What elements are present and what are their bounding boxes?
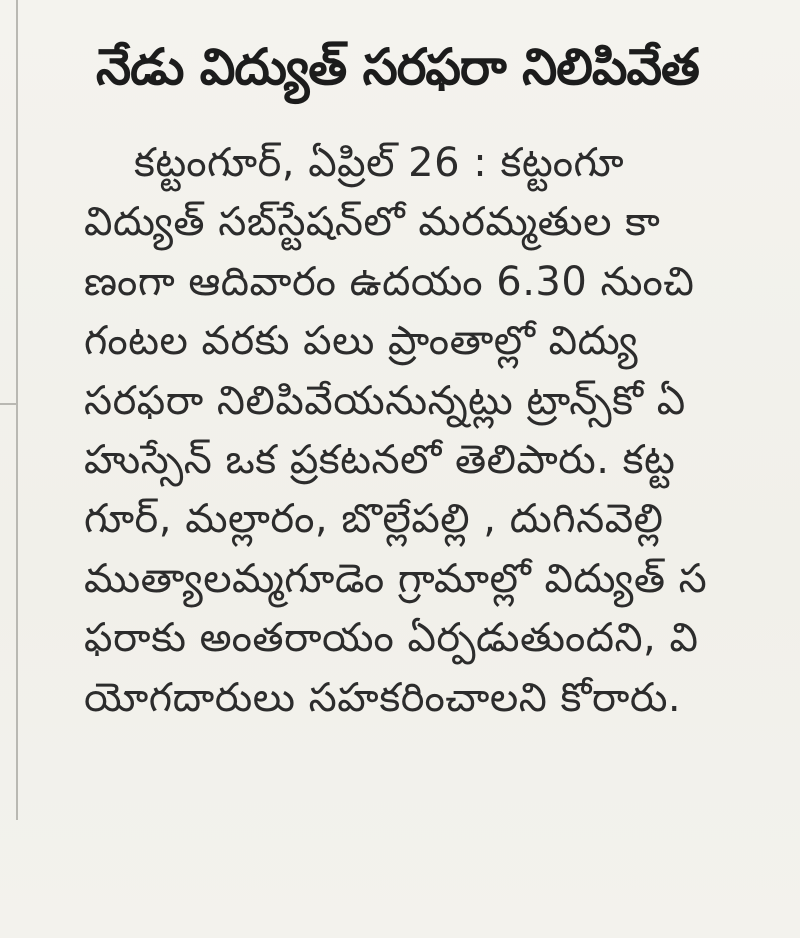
article-body	[84, 134, 800, 728]
body-line: విద్యుత్ సబ్‌స్టేషన్‌లో మరమ్మతుల కా	[84, 199, 661, 246]
body-line: గంటల వరకు పలు ప్రాంతాల్లో విద్యు	[84, 318, 639, 365]
body-line: ణంగా ఆదివారం ఉదయం 6.30 నుంచి	[84, 258, 695, 305]
body-line: ఫరాకు అంతరాయం ఏర్పడుతుందని, వి	[84, 615, 699, 662]
body-line: గూర్, మల్లారం, బొల్లేపల్లి , దుగినవెల్లి	[84, 496, 664, 543]
body-line: యోగదారులు సహకరించాలని కోరారు.	[84, 674, 682, 721]
column-divider	[16, 0, 18, 820]
article-headline: నేడు విద్యుత్ సరఫరా నిలిపివేత	[96, 38, 699, 96]
body-line: హుస్సేన్ ఒక ప్రకటనలో తెలిపారు. కట్ట	[84, 437, 676, 484]
body-line: కట్టంగూర్, ఏప్రిల్ 26 : కట్టంగూ	[134, 140, 625, 186]
body-line: ముత్యాలమ్మగూడెం గ్రామాల్లో విద్యుత్ స	[84, 555, 708, 602]
previous-article-fragment	[96, 0, 426, 10]
body-line: సరఫరా నిలిపివేయనున్నట్లు ట్రాన్స్‌కో ఏ	[84, 377, 686, 424]
column-divider-tick	[0, 403, 17, 405]
